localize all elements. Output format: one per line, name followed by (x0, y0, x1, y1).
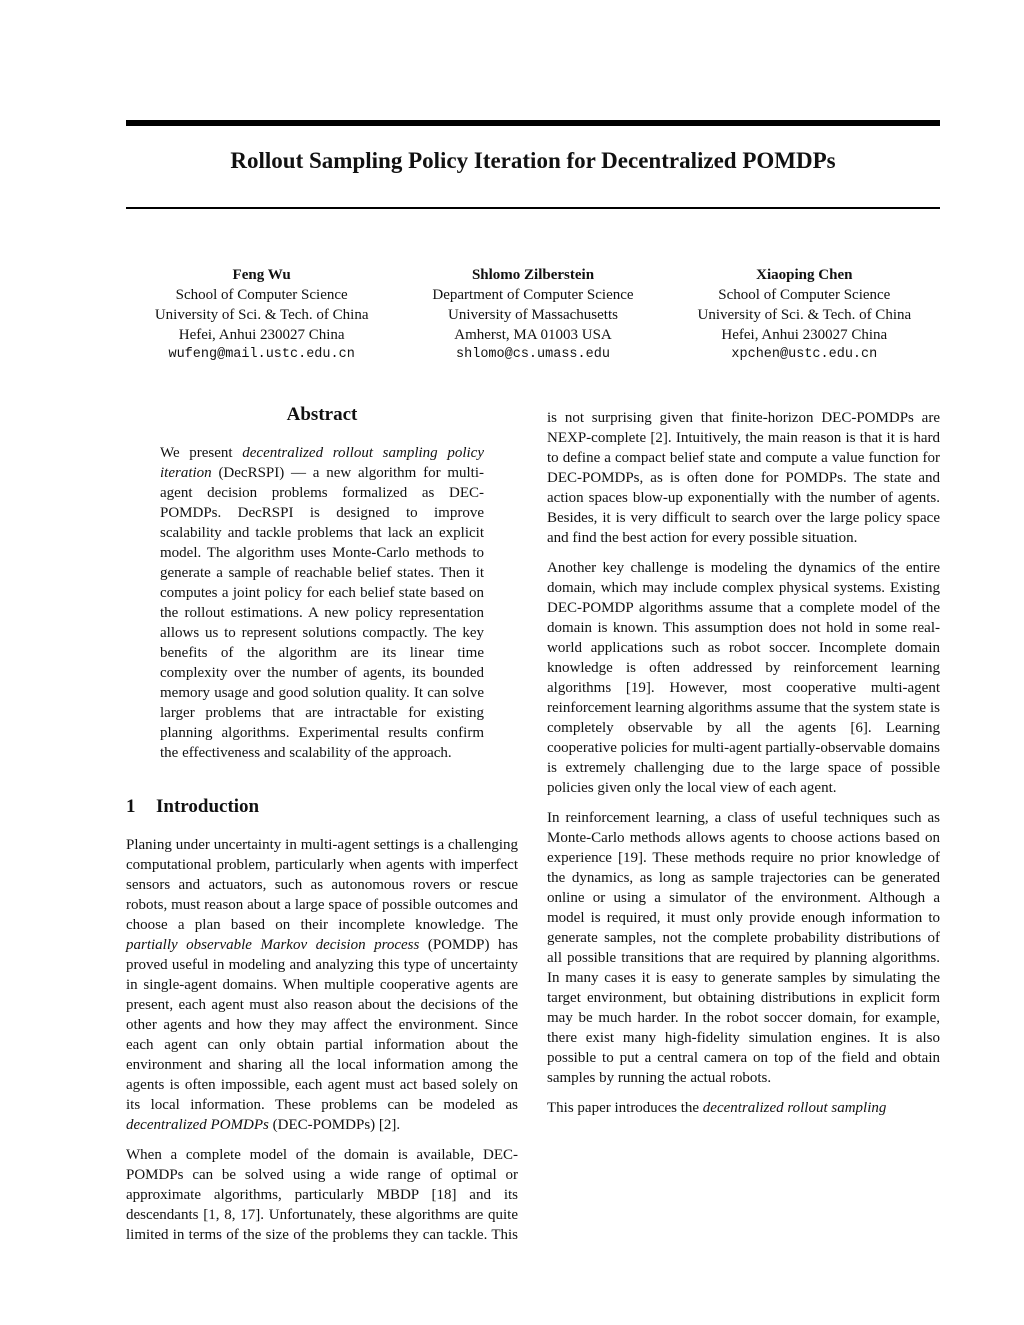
author-name: Shlomo Zilberstein (471, 267, 595, 283)
abstract-heading: Abstract (286, 404, 358, 425)
title-rule-bottom (126, 207, 940, 209)
author-name: Xiaoping Chen (756, 267, 853, 283)
author-institution: University of Sci. & Tech. of China (154, 307, 369, 323)
intro-paragraph-5: This paper introduces the decentralized rollout sampling (547, 1100, 887, 1116)
paper-title: Rollout Sampling Policy Iteration for Decentralized POMDPs (230, 148, 836, 173)
author-dept: School of Computer Science (175, 287, 348, 303)
author-email: wufeng@mail.ustc.edu.cn (168, 347, 355, 362)
left-column (126, 405, 518, 1255)
author-name: Feng Wu (232, 267, 291, 283)
author-institution: University of Sci. & Tech. of China (697, 307, 912, 323)
title-rule-top (126, 120, 940, 126)
author-address: Hefei, Anhui 230027 China (178, 327, 345, 343)
author-email: xpchen@ustc.edu.cn (731, 347, 878, 362)
author-dept: Department of Computer Science (432, 287, 634, 303)
author-2 (397, 265, 668, 365)
author-1 (126, 265, 397, 365)
section-title: Introduction (156, 796, 260, 817)
author-address: Hefei, Anhui 230027 China (721, 327, 888, 343)
author-institution: University of Massachusetts (448, 307, 618, 323)
author-address: Amherst, MA 01003 USA (454, 327, 612, 343)
right-column (547, 408, 940, 1128)
author-dept: School of Computer Science (718, 287, 891, 303)
abstract-text: We present decentralized rollout sampling policy iteration (DecRSPI) — a new algorithm for multi-agent decision problems formalized as DEC-POMDPs. DecRSPI is designed to improve scalability and tackle problems that lack an explicit model. The algorithm uses Monte-Carlo methods to generate a sample of reachable belief states. Then it computes a joint policy for each belief state based on the rollout estimations. A new policy representation allows us to represent solutions compactly. The key benefits of the algorithm are its linear time complexity over the number of agents, its bounded memory usage and good solution quality. It can solve larger problems that are intractable for existing planning algorithms. Experimental results confirm the effectiveness and scalability of the approach. (160, 445, 484, 761)
section-heading-introduction (126, 797, 518, 817)
author-email: shlomo@cs.umass.edu (456, 347, 610, 362)
intro-paragraph-3: Another key challenge is modeling the dynamics of the entire domain, which may include complex physical systems. Existing DEC-POMDP algorithms assume that a complete model of the domain is known. This assumption does not hold in some real-world applications such as robot soccer. Incomplete domain knowledge is often addressed by reinforcement learning algorithms [19]. However, most cooperative multi-agent reinforcement learning algorithms assume that the system state is completely observable by all the agents [6]. Learning cooperative policies for multi-agent partially-observable domains is extremely challenging due to the large space of possible policies given only the local view of each agent. (547, 560, 940, 796)
intro-paragraph-1: Planing under uncertainty in multi-agent settings is a challenging computational problem, particularly when agents with imperfect sensors and actuators, such as autonomous rovers or rescue robots, must reason about a large space of possible outcomes and choose a plan based on their incomplete knowledge. The partially observable Markov decision process (POMDP) has proved useful in modeling and analyzing this type of uncertainty in single-agent domains. When multiple cooperative agents are present, each agent must also reason about the decisions of the other agents and how they may affect the environment. Since each agent can only obtain partial information about the environment and sharing all the local information among the agents is often impossible, each agent must act based solely on its local information. These problems can be modeled as decentralized POMDPs (DEC-POMDPs) [2]. (126, 837, 518, 1133)
intro-paragraph-2-continued: is not surprising given that finite-horizon DEC-POMDPs are NEXP-complete [2]. Intuitively, the main reason is that it is hard to define a compact belief state and compute a value function for DEC-POMDPs, as is often done for POMDPs. The state and action spaces blow-up exponentially with the number of agents. Besides, it is very difficult to search over the large policy space and find the best action for every possible situation. (547, 410, 940, 546)
section-number: 1 (126, 796, 136, 817)
intro-paragraph-4: In reinforcement learning, a class of useful techniques such as Monte-Carlo methods allows agents to choose actions based on experience [19]. These methods require no prior knowledge of the dynamics, as long as sample trajectories can be generated online or using a simulator of the environment. Although a model is required, it must only provide enough information to generate samples, not the complete probability distributions of all possible transitions that are required by planning algorithms. In many cases it is easy to generate samples by simulating the target environment, but obtaining distributions in explicit form may be much harder. In the robot soccer domain, for example, there exist many high-fidelity simulation engines. It is also possible to put a central camera on top of the field and obtain samples by running the actual robots. (547, 810, 940, 1086)
author-block (126, 265, 940, 365)
author-3 (669, 265, 940, 365)
intro-paragraph-2: When a complete model of the domain is available, DEC-POMDPs can be solved using a wide range of optimal or approximate algorithms, particularly MBDP [18] and its descendants [1, 8, 17]. Unfortunately, these algorithms are quite limited in terms of the size of the problems they can tackle. This (126, 1147, 518, 1243)
